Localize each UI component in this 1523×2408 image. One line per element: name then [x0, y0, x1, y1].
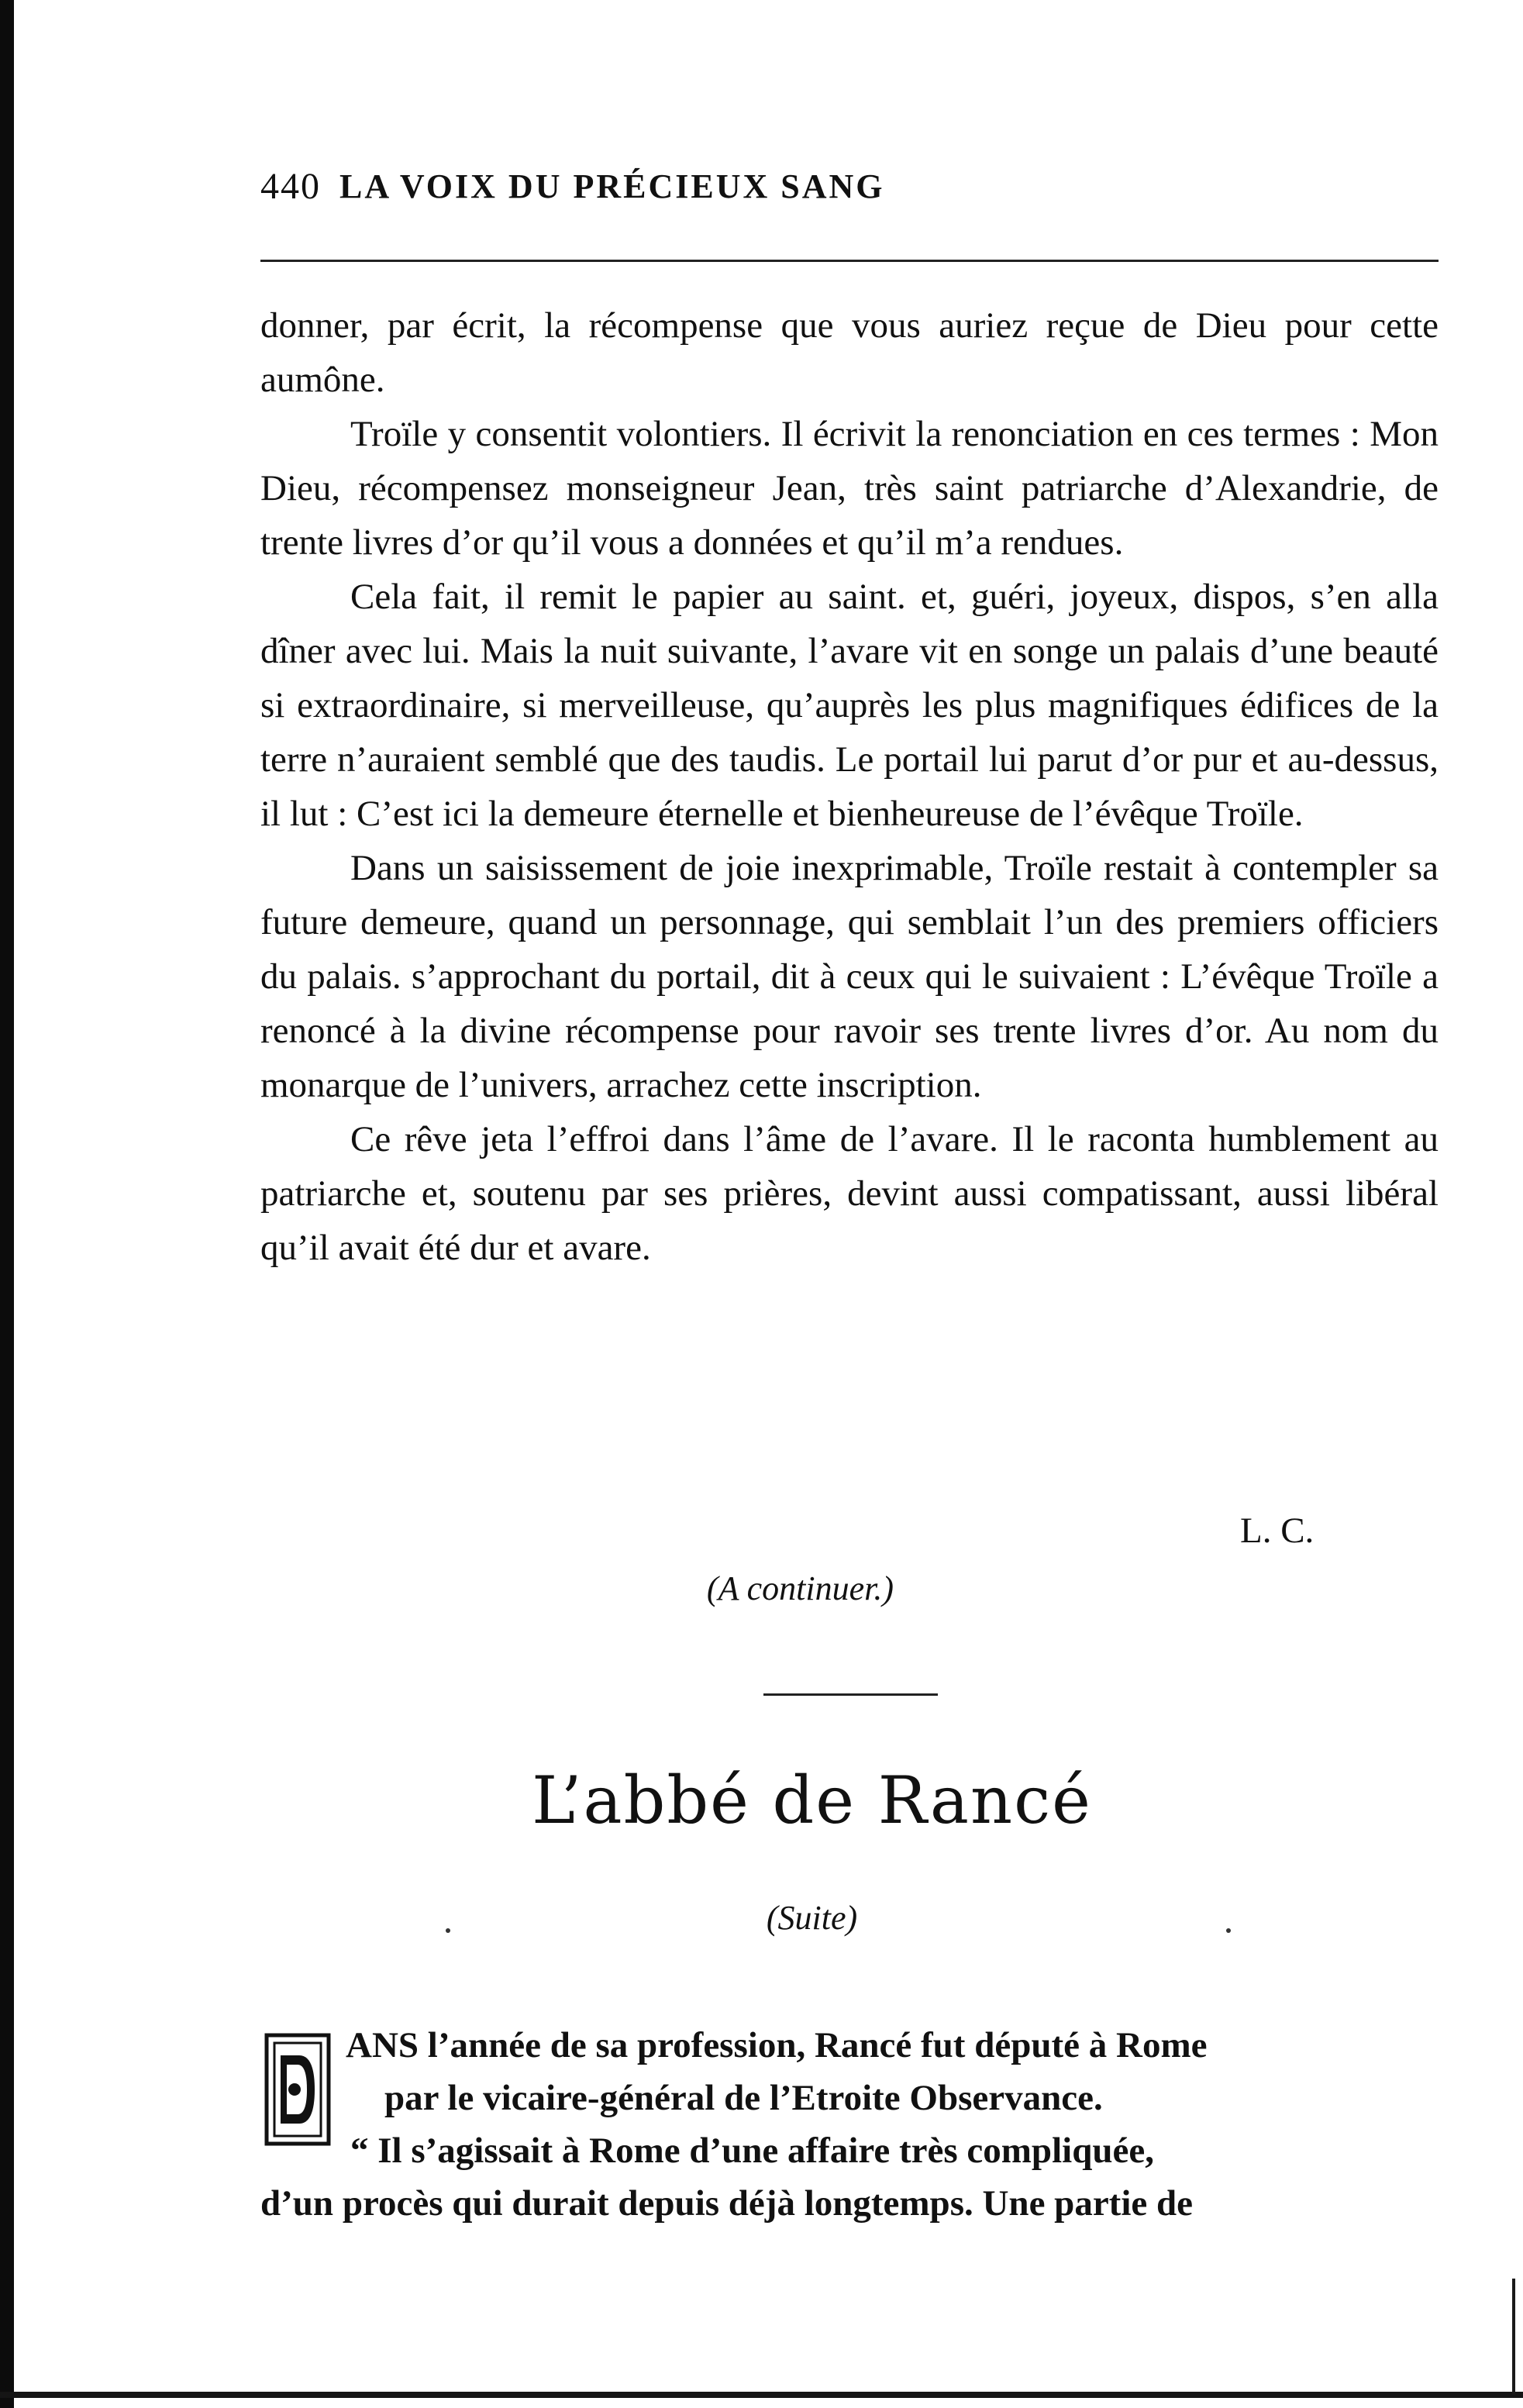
page-number: 440 [260, 165, 321, 207]
section-line-1: ANS l’année de sa profession, Rancé fut député à Rome [346, 2025, 1208, 2065]
section-line-2: par le vicaire-général de l’Etroite Observance. [384, 2078, 1103, 2118]
continue-note: (A continuer.) [706, 1569, 894, 1607]
running-title: LA VOIX DU PRÉCIEUX SANG [339, 167, 885, 205]
page-header-area [260, 155, 1439, 217]
running-header [260, 155, 1439, 217]
section-title: L’abbé de Rancé [532, 1762, 1092, 1838]
paragraph-1: donner, par écrit, la récompense que vous auriez reçue de Dieu pour cette aumône. [260, 305, 1439, 400]
bottom-border-rule [0, 2392, 1523, 2398]
section-divider [763, 1693, 938, 1696]
paragraph-5: Ce rêve jeta l’effroi dans l’âme de l’avare. Il le raconta humblement au patriarche et, soutenu par ses prières, devint aussi compatissant, aussi libéral qu’il avait été dur et avare. [260, 1119, 1439, 1268]
section-subtitle: (Suite) [766, 1899, 858, 1937]
article-body [260, 298, 1439, 1275]
paragraph-2: Troïle y consentit volontiers. Il écrivit la renonciation en ces termes : Mon Dieu, récompensez monseigneur Jean, très saint patriarche d’Alexandrie, de trente livres d’or qu’il vous a données et qu’il m’a rendues. [260, 414, 1439, 563]
left-border-rule [0, 0, 14, 2408]
right-edge-mark [1512, 2279, 1515, 2395]
paragraph-4: Dans un saisissement de joie inexprimable, Troïle restait à contempler sa future demeure, quand un personnage, qui semblait l’un des premiers officiers du palais. s’approchant du portail, dit à ceux qui le suivaient : L’évêque Troïle a renoncé à la divine récompense pour ravoir ses trente livres d’or. Au nom du monarque de l’univers, arrachez cette inscription. [260, 848, 1439, 1105]
paragraph-3: Cela fait, il remit le papier au saint. et, guéri, joyeux, dispos, s’en alla dîner avec lui. Mais la nuit suivante, l’avare vit en songe un palais d’une beauté si extraordinaire, si merveilleuse, qu’auprès les plus magnifiques édifices de la terre n’auraient semblé que des taudis. Le portail lui parut d’or pur et au-dessus, il lut : C’est ici la demeure éternelle et bienheureuse de l’évêque Troïle. [260, 577, 1439, 834]
section-body [260, 2019, 1439, 2230]
section-line-3: “ Il s’agissait à Rome d’une affaire très compliquée, [350, 2131, 1154, 2171]
section-line-4: d’un procès qui durait depuis déjà longtemps. Une partie de [260, 2183, 1193, 2224]
header-divider [260, 260, 1439, 262]
author-signature: L. C. [1240, 1511, 1315, 1551]
